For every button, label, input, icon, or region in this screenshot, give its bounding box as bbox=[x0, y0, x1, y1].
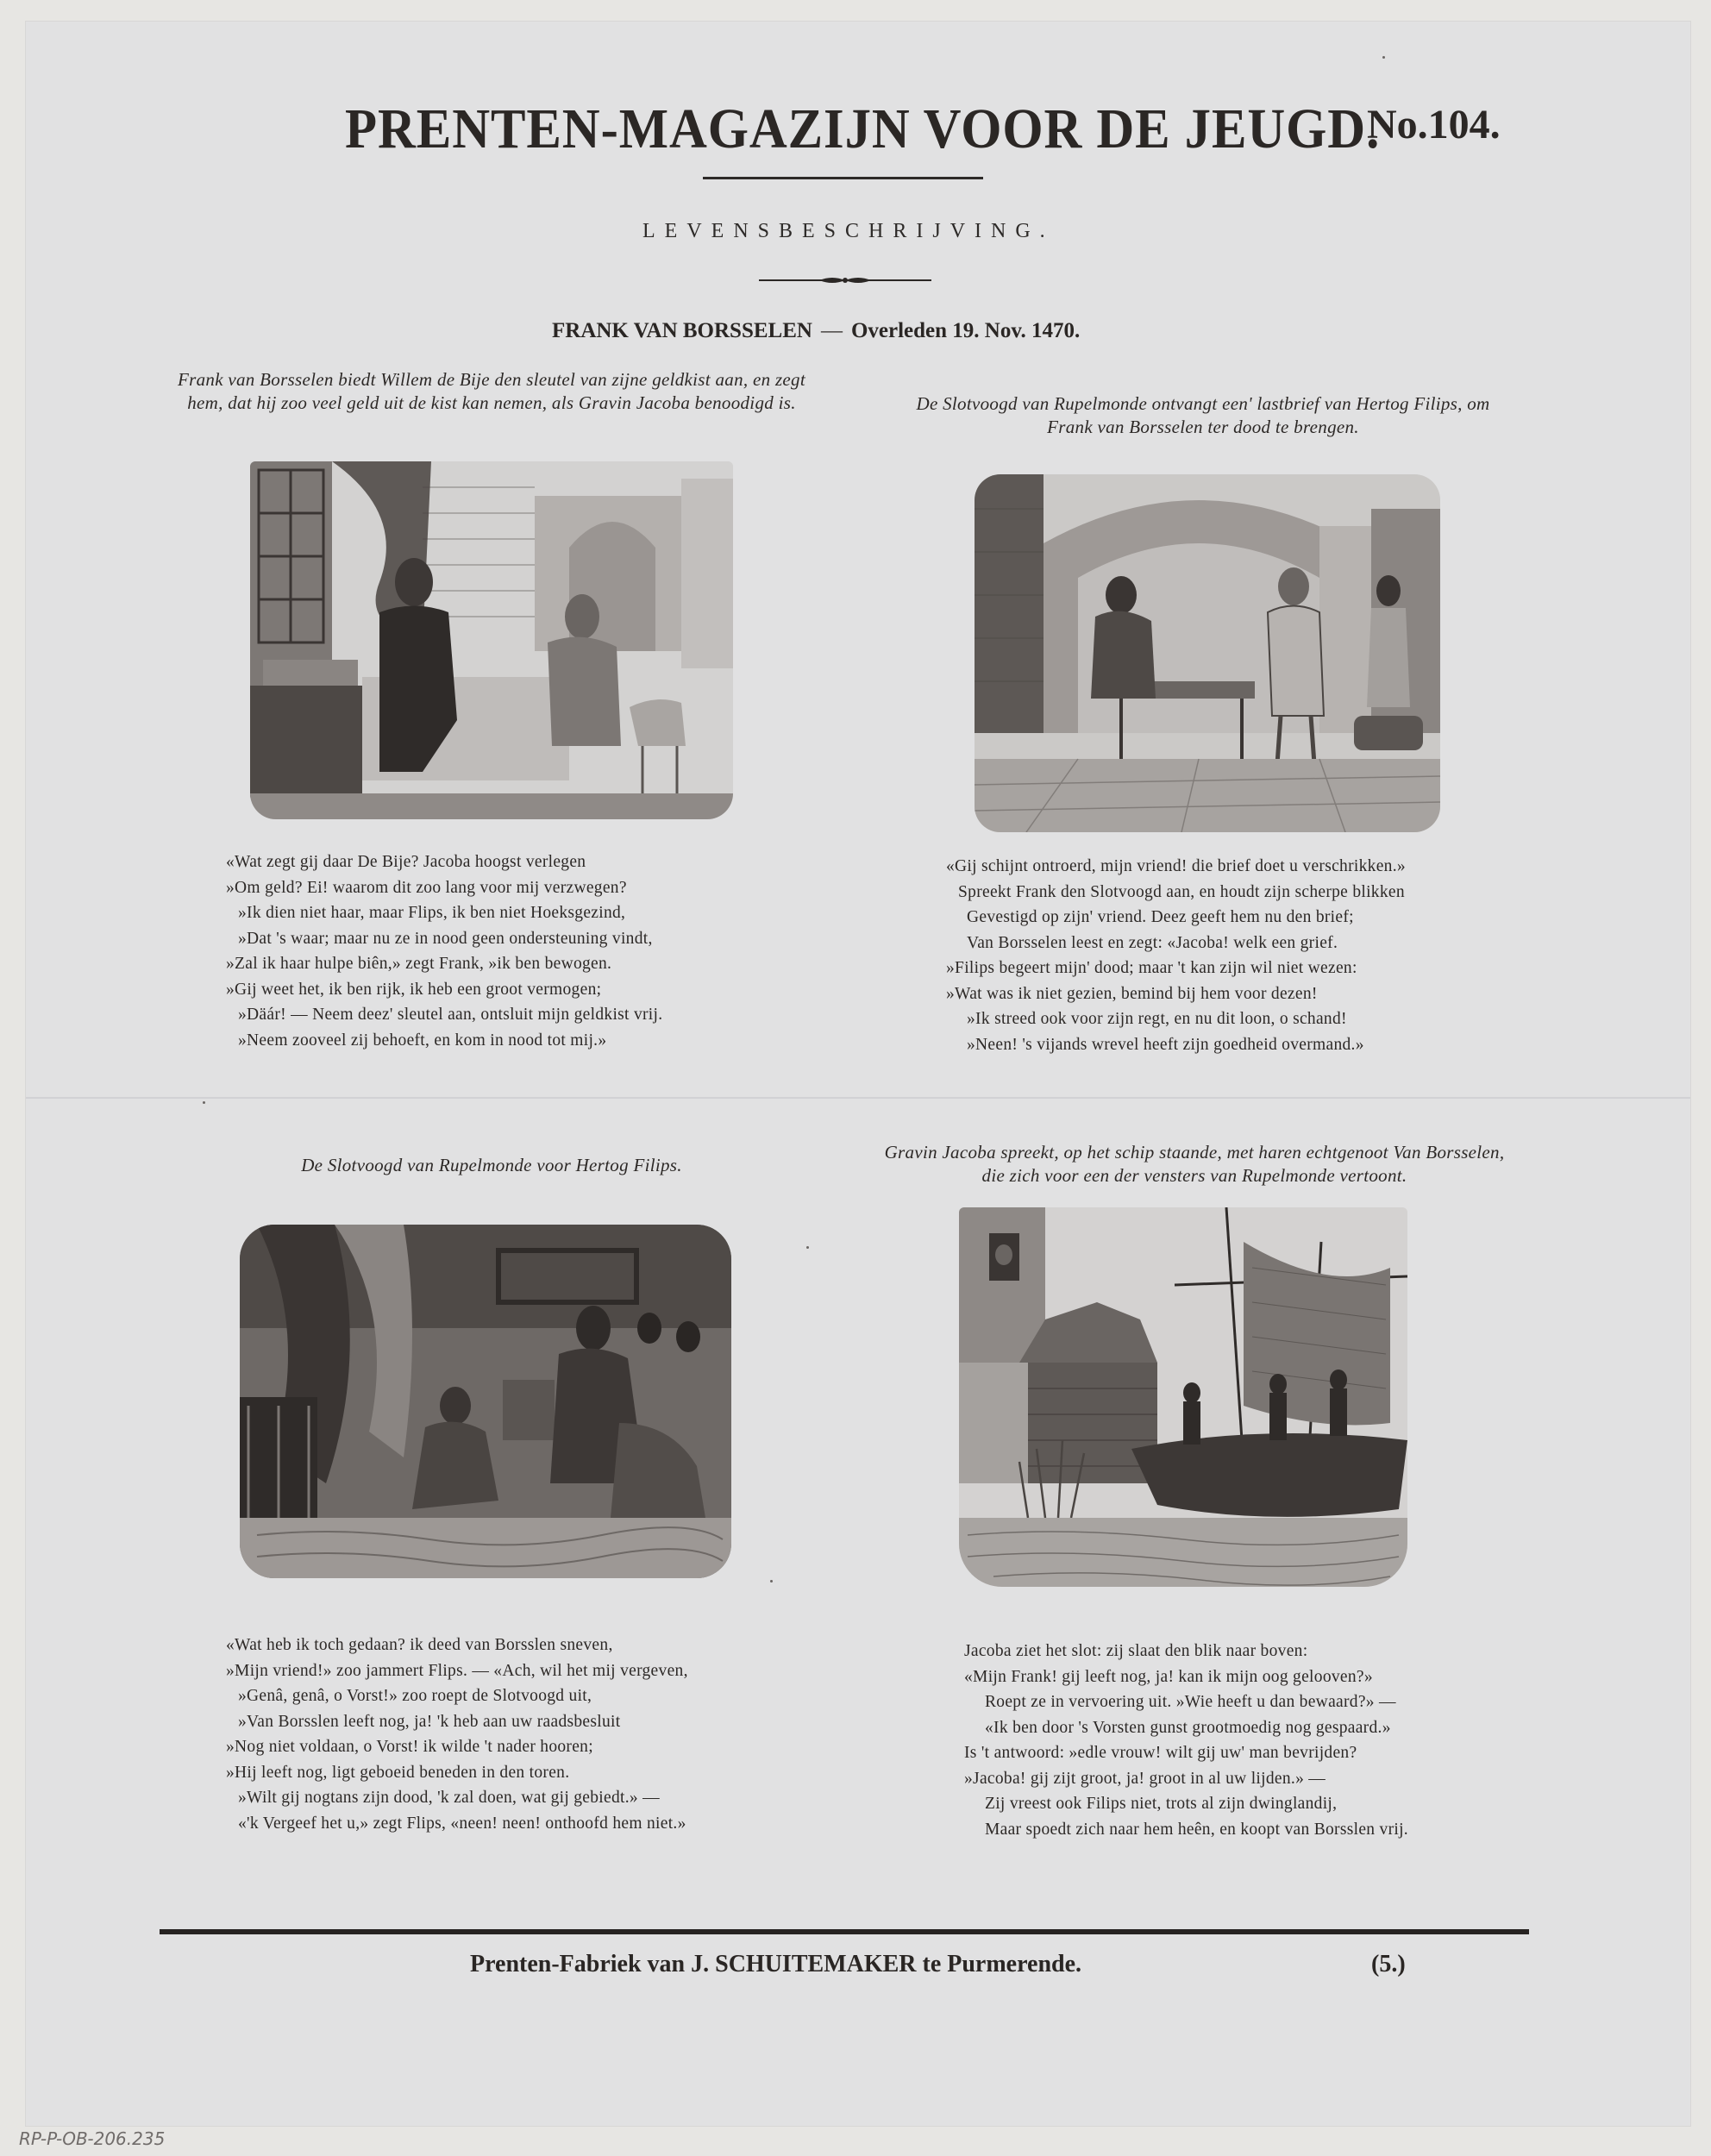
verse-line: Gevestigd op zijn' vriend. Deez geeft hem nu den brief; bbox=[967, 908, 1354, 926]
verse-line: «Wat heb ik toch gedaan? ik deed van Borsslen sneven, bbox=[226, 1636, 613, 1654]
panel-4-illustration bbox=[959, 1207, 1407, 1587]
verse-line: »Zal ik haar hulpe biên,» zegt Frank, »ik ben bewogen. bbox=[226, 955, 612, 973]
ink-speck bbox=[806, 1246, 809, 1249]
panel-4-verse bbox=[964, 1639, 1408, 1842]
death-date: Overleden 19. Nov. 1470. bbox=[850, 319, 1081, 342]
verse-line: »Dat 's waar; maar nu ze in nood geen ondersteuning vindt, bbox=[238, 929, 653, 948]
subject-name: FRANK VAN BORSSELEN bbox=[552, 319, 812, 342]
verse-line: »Van Borsslen leeft nog, ja! 'k heb aan uw raadsbesluit bbox=[238, 1712, 621, 1731]
panel-4-caption: Gravin Jacoba spreekt, op het schip staande, met haren echtgenoot Van Borsselen, die zich voor een der vensters van Rupelmonde vertoont. bbox=[884, 1142, 1505, 1186]
verse-line: Spreekt Frank den Slotvoogd aan, en houdt zijn scherpe blikken bbox=[958, 882, 1405, 901]
verse-line: »Nog niet voldaan, o Vorst! ik wilde 't nader hooren; bbox=[226, 1738, 593, 1756]
verse-line: »Ik dien niet haar, maar Flips, ik ben niet Hoeksgezind, bbox=[238, 904, 626, 922]
verse-line: Is 't antwoord: »edle vrouw! wilt gij uw' man bevrijden? bbox=[964, 1744, 1357, 1762]
panel-3-illustration bbox=[240, 1225, 731, 1578]
verse-line: Zij vreest ook Filips niet, trots al zijn dwinglandij, bbox=[985, 1795, 1338, 1813]
verse-line: «Ik ben door 's Vorsten gunst grootmoedig nog gespaard.» bbox=[985, 1718, 1391, 1737]
panel-2-caption: De Slotvoogd van Rupelmonde ontvangt een' lastbrief van Hertog Filips, om Frank van Borsselen ter dood te brengen. bbox=[916, 393, 1490, 437]
verse-line: Van Borsselen leest en zegt: «Jacoba! welk een grief. bbox=[967, 933, 1338, 952]
verse-line: »Neem zooveel zij behoeft, en kom in nood tot mij.» bbox=[238, 1031, 607, 1050]
verse-line: »Om geld? Ei! waarom dit zoo lang voor mij verzwegen? bbox=[226, 878, 627, 897]
verse-line: Jacoba ziet het slot: zij slaat den blik naar boven: bbox=[964, 1642, 1308, 1660]
verse-line: »Däár! — Neem deez' sleutel aan, ontsluit mijn geldkist vrij. bbox=[238, 1006, 663, 1024]
verse-line: »Wilt gij nogtans zijn dood, 'k zal doen, wat gij gebiedt.» — bbox=[238, 1789, 660, 1807]
verse-line: Roept ze in vervoering uit. »Wie heeft u dan bewaard?» — bbox=[985, 1693, 1396, 1711]
issue-number: No.104. bbox=[1367, 102, 1501, 147]
ink-speck bbox=[770, 1580, 773, 1583]
magazine-title: PRENTEN-MAGAZIJN VOOR DE JEUGD. bbox=[345, 97, 1381, 160]
verse-line: »Hij leeft nog, ligt geboeid beneden in den toren. bbox=[226, 1763, 570, 1782]
verse-line: »Jacoba! gij zijt groot, ja! groot in al uw lijden.» — bbox=[964, 1769, 1326, 1788]
verse-line: »Wat was ik niet gezien, bemind bij hem voor dezen! bbox=[946, 984, 1318, 1003]
verse-line: «'k Vergeef het u,» zegt Flips, «neen! neen! onthoofd hem niet.» bbox=[238, 1814, 686, 1833]
verse-line: Maar spoedt zich naar hem heên, en koopt van Borsslen vrij. bbox=[985, 1820, 1408, 1839]
biography-heading bbox=[552, 319, 1080, 343]
ink-speck bbox=[203, 1101, 205, 1104]
panel-1-illustration bbox=[250, 461, 733, 819]
panel-3-caption: De Slotvoogd van Rupelmonde voor Hertog Filips. bbox=[301, 1155, 682, 1175]
publisher-line: Prenten-Fabriek van J. SCHUITEMAKER te Purmerende. bbox=[470, 1951, 1082, 1977]
inventory-number: RP-P-OB-206.235 bbox=[19, 2128, 166, 2149]
panel-1-caption: Frank van Borsselen biedt Willem de Bije den sleutel van zijne geldkist aan, en zegt hem, dat hij zoo veel geld uit de kist kan nemen, als Gravin Jacoba benoodigd is. bbox=[178, 369, 805, 413]
footer-rule bbox=[160, 1929, 1529, 1934]
verse-line: »Genâ, genâ, o Vorst!» zoo roept de Slotvoogd uit, bbox=[238, 1687, 592, 1705]
heading-dash: — bbox=[820, 319, 843, 342]
plate-number: (5.) bbox=[1371, 1951, 1406, 1977]
verse-line: «Mijn Frank! gij leeft nog, ja! kan ik mijn oog gelooven?» bbox=[964, 1667, 1373, 1686]
verse-line: »Mijn vriend!» zoo jammert Flips. — «Ach, wil het mij vergeven, bbox=[226, 1661, 688, 1680]
ornamental-divider bbox=[759, 274, 931, 286]
verse-line: »Neen! 's vijands wrevel heeft zijn goedheid overmand.» bbox=[967, 1035, 1364, 1054]
ink-speck bbox=[1382, 56, 1385, 59]
panel-3-verse bbox=[226, 1633, 688, 1836]
panel-1-verse bbox=[226, 849, 662, 1053]
verse-line: »Gij weet het, ik ben rijk, ik heb een groot vermogen; bbox=[226, 980, 602, 999]
section-subtitle: LEVENSBESCHRIJVING. bbox=[642, 220, 1055, 242]
title-rule bbox=[703, 177, 983, 179]
verse-line: »Ik streed ook voor zijn regt, en nu dit loon, o schand! bbox=[967, 1010, 1347, 1028]
verse-line: «Wat zegt gij daar De Bije? Jacoba hoogst verlegen bbox=[226, 853, 586, 871]
fold-crease bbox=[26, 1097, 1690, 1099]
verse-line: «Gij schijnt ontroerd, mijn vriend! die brief doet u verschrikken.» bbox=[946, 857, 1406, 875]
panel-2-illustration bbox=[975, 474, 1440, 832]
panel-2-verse bbox=[946, 854, 1406, 1057]
verse-line: »Filips begeert mijn' dood; maar 't kan zijn wil niet wezen: bbox=[946, 959, 1357, 977]
